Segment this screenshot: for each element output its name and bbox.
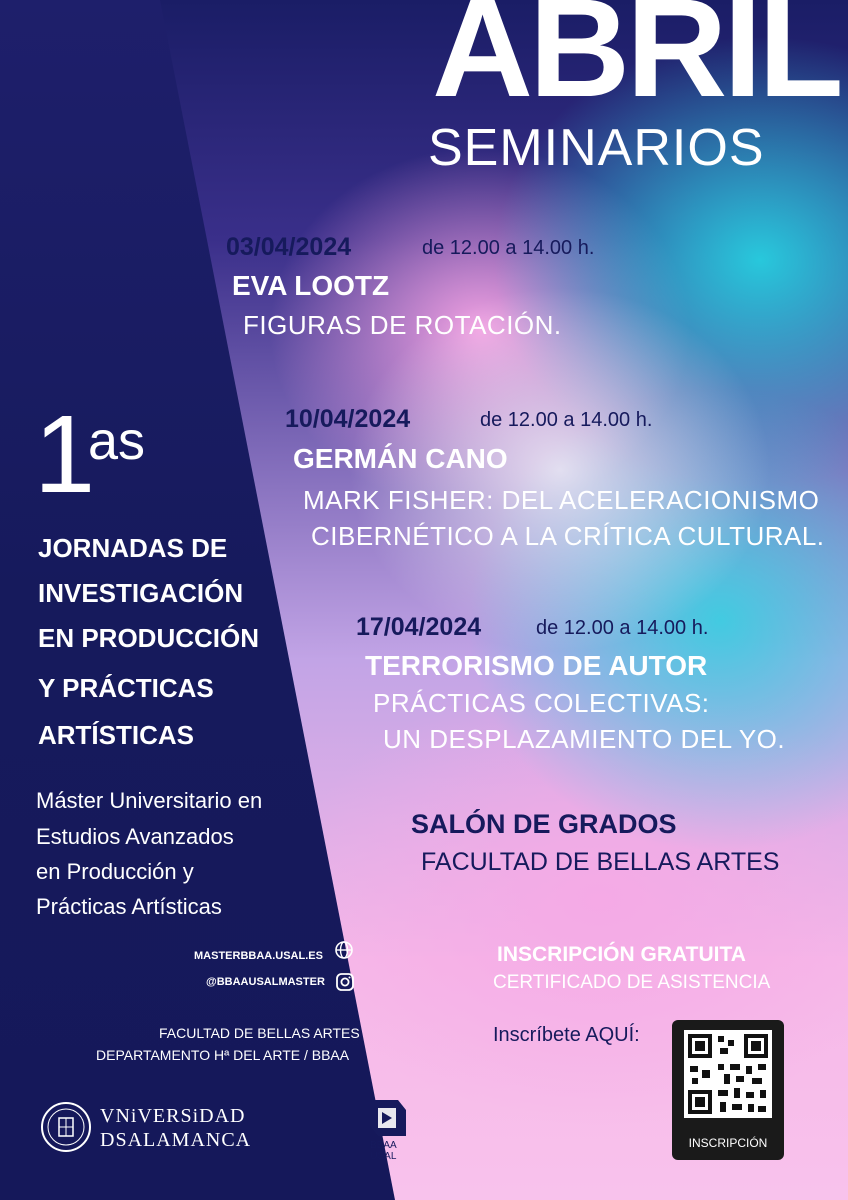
university-name-line-2: DSALAMANCA <box>100 1129 252 1151</box>
registration-title: INSCRIPCIÓN GRATUITA <box>497 943 746 966</box>
university-seal-icon <box>40 1098 92 1156</box>
session-3-date: 17/04/2024 <box>356 613 482 641</box>
register-cta: Inscríbete AQUÍ: <box>493 1024 640 1046</box>
jornadas-line-5: ARTÍSTICAS <box>38 720 194 750</box>
instagram-icon <box>335 972 355 992</box>
bbaa-logo-icon <box>368 1098 408 1138</box>
qr-code-label: INSCRIPCIÓN <box>688 1136 768 1150</box>
session-3-speaker: TERRORISMO DE AUTOR <box>365 650 708 681</box>
certificate-label: CERTIFICADO DE ASISTENCIA <box>493 972 771 993</box>
master-line-4: Prácticas Artísticas <box>36 894 222 919</box>
jornadas-line-3: EN PRODUCCIÓN <box>38 623 260 653</box>
session-2-talk-line-2: CIBERNÉTICO A LA CRÍTICA CULTURAL. <box>311 521 825 551</box>
session-3-talk-line-2: UN DESPLAZAMIENTO DEL YO. <box>383 724 786 754</box>
session-2-speaker: GERMÁN CANO <box>293 443 508 474</box>
qr-code-button[interactable] <box>672 1020 784 1160</box>
seminarios-subtitle: SEMINARIOS <box>428 119 765 177</box>
edition-ordinal: as <box>88 411 146 471</box>
instagram-link[interactable]: @BBAAUSALMASTER <box>206 976 325 988</box>
session-3-time: de 12.00 a 14.00 h. <box>536 617 709 639</box>
session-2-date: 10/04/2024 <box>285 405 411 433</box>
session-2-time: de 12.00 a 14.00 h. <box>480 409 653 431</box>
session-2-talk-line-1: MARK FISHER: DEL ACELERACIONISMO <box>303 485 820 515</box>
session-1-speaker: EVA LOOTZ <box>232 270 390 301</box>
session-3-talk-line-1: PRÁCTICAS COLECTIVAS: <box>373 688 710 718</box>
university-name-line-1: VNiVERSiDAD <box>100 1105 246 1127</box>
department-label: DEPARTAMENTO Hª DEL ARTE / BBAA <box>96 1047 350 1063</box>
month-title: ABRIL <box>432 0 840 126</box>
master-line-1: Máster Universitario en <box>36 788 263 813</box>
jornadas-line-2: INVESTIGACIÓN <box>38 578 244 608</box>
faculty-label: FACULTAD DE BELLAS ARTES <box>159 1025 360 1041</box>
jornadas-line-4: Y PRÁCTICAS <box>38 673 214 703</box>
session-1-talk: FIGURAS DE ROTACIÓN. <box>243 310 562 340</box>
master-line-3: en Producción y <box>36 859 194 884</box>
bbaa-logo-line-2: USAL <box>370 1151 397 1162</box>
master-line-2: Estudios Avanzados <box>36 824 234 849</box>
venue-building: FACULTAD DE BELLAS ARTES <box>421 848 780 876</box>
qr-code <box>684 1030 772 1118</box>
venue-room: SALÓN DE GRADOS <box>411 809 677 839</box>
globe-icon <box>334 940 354 960</box>
jornadas-line-1: JORNADAS DE <box>38 533 228 563</box>
edition-number: 1 <box>34 393 96 516</box>
session-1-date: 03/04/2024 <box>226 233 352 261</box>
website-link[interactable]: MASTERBBAA.USAL.ES <box>194 950 323 962</box>
bbaa-logo-text <box>370 1140 397 1162</box>
session-1-time: de 12.00 a 14.00 h. <box>422 237 595 259</box>
bbaa-logo-line-1: BBAA <box>370 1140 397 1151</box>
